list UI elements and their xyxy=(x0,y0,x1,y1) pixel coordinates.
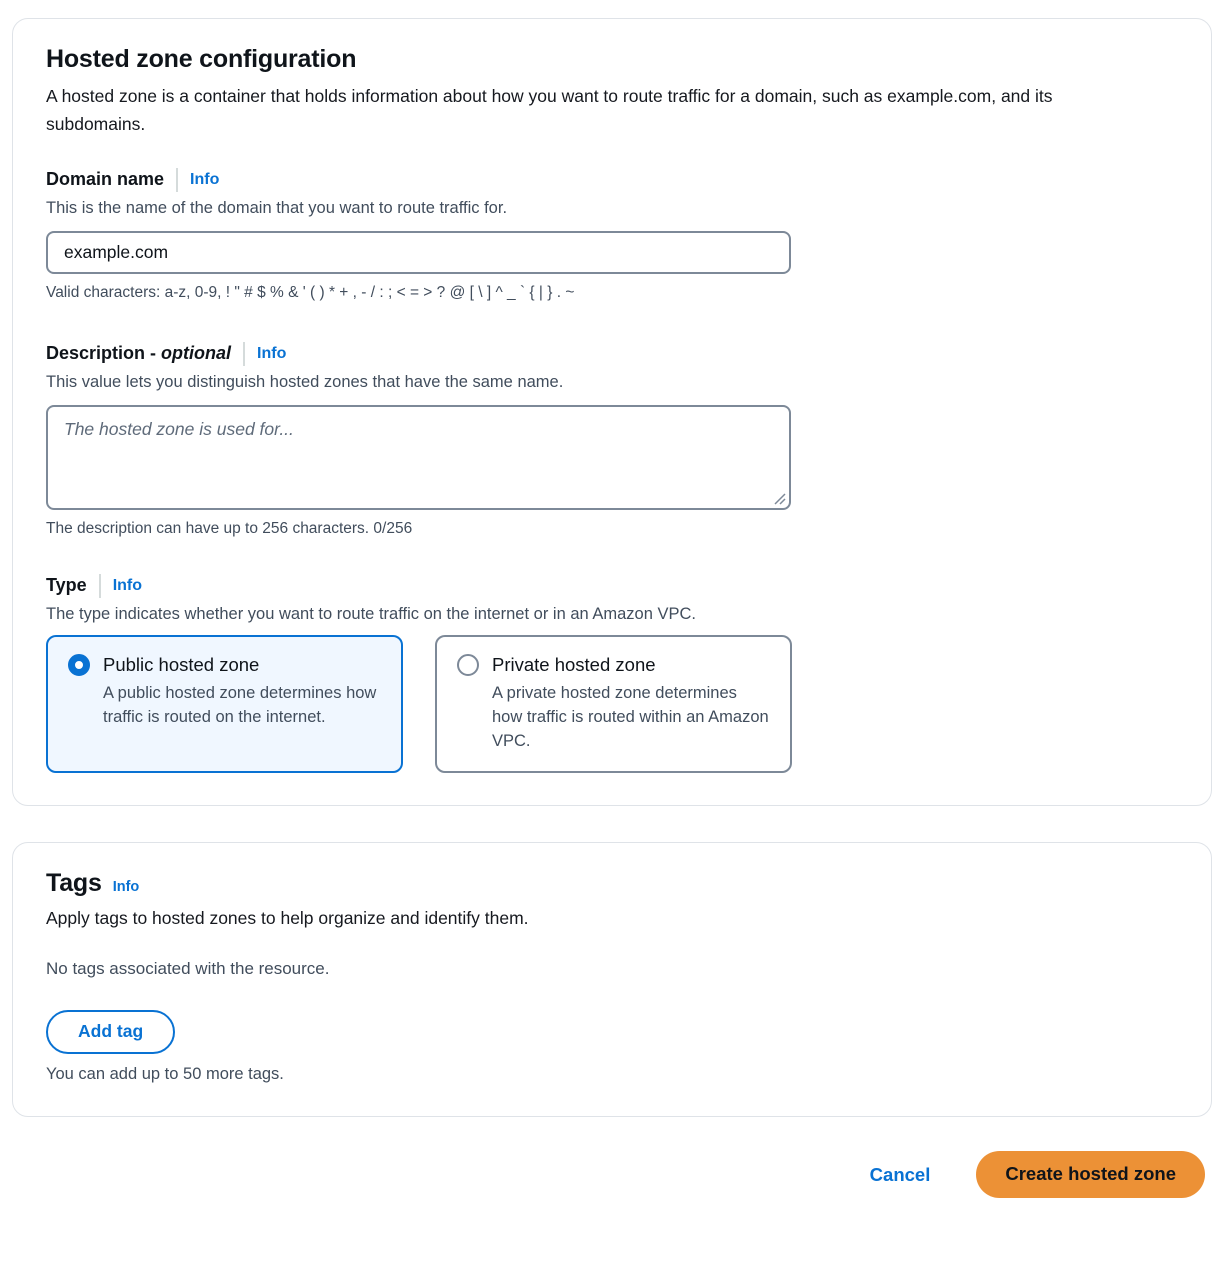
description-constraint-text: The description can have up to 256 characters. 0/256 xyxy=(46,519,413,537)
type-label-row xyxy=(46,574,1178,598)
domain-name-label-row xyxy=(46,168,1178,192)
tags-empty-text: No tags associated with the resource. xyxy=(46,959,330,979)
create-hosted-zone-button[interactable]: Create hosted zone xyxy=(976,1151,1205,1198)
footer-actions xyxy=(12,1151,1205,1198)
tags-title: Tags xyxy=(46,869,102,898)
private-hosted-zone-card[interactable] xyxy=(435,635,792,774)
private-card-head xyxy=(457,654,770,676)
label-divider xyxy=(243,342,245,366)
type-radio-group xyxy=(46,635,1178,774)
description-label-row xyxy=(46,342,1178,366)
domain-info-link[interactable]: Info xyxy=(190,170,220,188)
description-textarea-wrap xyxy=(46,405,791,510)
private-card-description: A private hosted zone determines how traffic is routed within an Amazon VPC. xyxy=(492,683,769,751)
hosted-zone-config-panel xyxy=(12,18,1212,806)
label-divider xyxy=(176,168,178,192)
page xyxy=(0,18,1224,1266)
domain-name-field xyxy=(46,168,1178,302)
label-divider xyxy=(99,574,101,598)
type-info-link[interactable]: Info xyxy=(112,576,143,594)
description-label-main: Description - xyxy=(46,343,157,364)
public-card-title: Public hosted zone xyxy=(103,653,260,675)
type-helper-text: The type indicates whether you want to route traffic on the internet or in an Amazon VPC. xyxy=(46,604,696,623)
radio-unselected-icon[interactable] xyxy=(457,654,479,676)
tags-subtitle: Apply tags to hosted zones to help organize and identify them. xyxy=(46,908,529,929)
tags-title-row xyxy=(46,869,1178,898)
domain-constraint-text: Valid characters: a-z, 0-9, ! " # $ % & ' ( ) * + , - / : ; < = > ? @ [ \ ] ^ _ ` { | } . ~ xyxy=(46,283,575,301)
public-card-description: A public hosted zone determines how traffic is routed on the internet. xyxy=(103,683,377,726)
description-field xyxy=(46,342,1178,538)
panel-title: Hosted zone configuration xyxy=(46,45,357,73)
domain-name-label: Domain name xyxy=(46,169,165,190)
type-label: Type xyxy=(46,575,87,596)
description-helper-text: This value lets you distinguish hosted zones that have the same name. xyxy=(46,372,564,391)
tags-panel xyxy=(12,842,1212,1117)
domain-helper-text: This is the name of the domain that you want to route traffic for. xyxy=(46,198,508,217)
description-textarea[interactable] xyxy=(46,405,791,510)
public-hosted-zone-card[interactable] xyxy=(46,635,403,774)
tags-info-link[interactable]: Info xyxy=(112,879,140,896)
cancel-button[interactable]: Cancel xyxy=(869,1163,931,1185)
panel-subtitle: A hosted zone is a container that holds information about how you want to route traffic for a domain, such as example.com, and its subdomains. xyxy=(46,86,1053,135)
private-card-title: Private hosted zone xyxy=(492,653,656,675)
domain-name-input[interactable] xyxy=(46,231,791,274)
public-card-head xyxy=(68,654,381,676)
description-info-link[interactable]: Info xyxy=(257,344,287,362)
type-field xyxy=(46,574,1178,774)
tags-note-text: You can add up to 50 more tags. xyxy=(46,1065,284,1084)
add-tag-button[interactable]: Add tag xyxy=(46,1010,175,1054)
radio-selected-icon[interactable] xyxy=(68,654,90,676)
description-label-optional: optional xyxy=(161,343,232,364)
description-label xyxy=(46,343,231,364)
